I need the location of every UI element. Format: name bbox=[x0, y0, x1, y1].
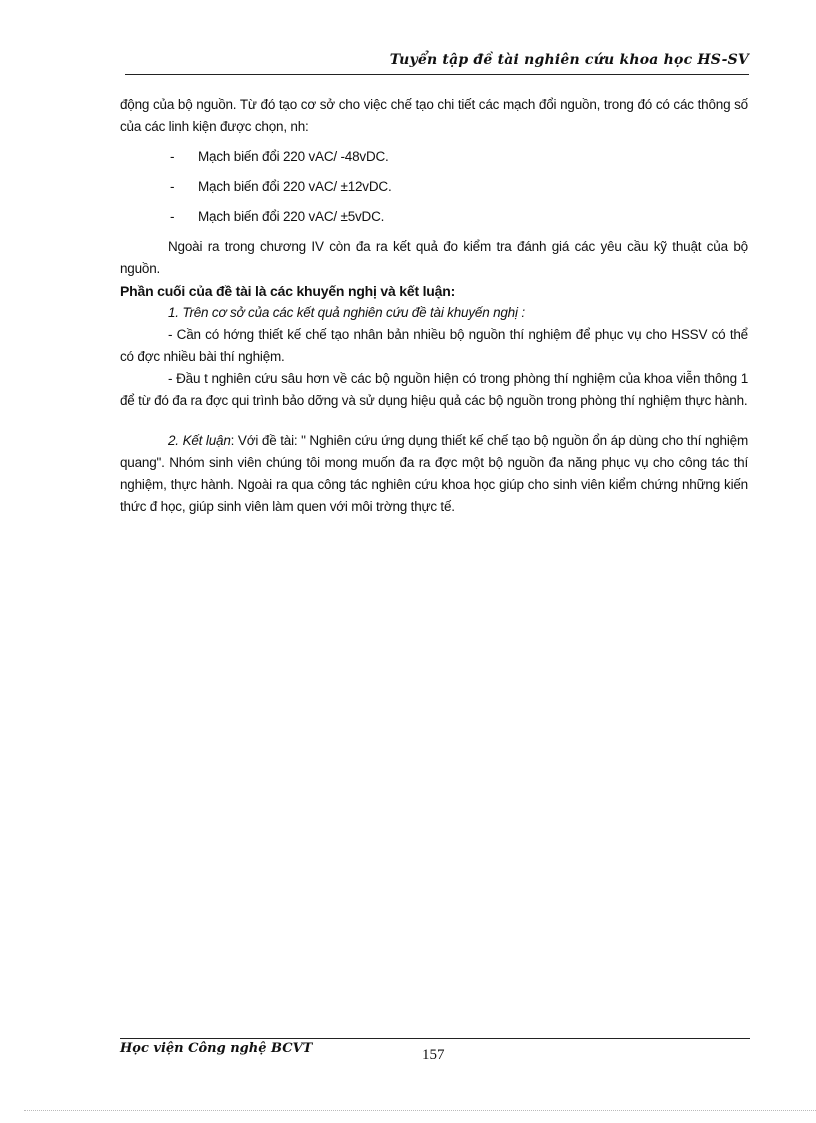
list-item bbox=[120, 206, 748, 228]
bullet-text: Mạch biến đổi 220 vAC/ ±12vDC. bbox=[198, 179, 392, 194]
page-header bbox=[125, 52, 749, 75]
page-number: 157 bbox=[422, 1047, 445, 1063]
list-item bbox=[120, 146, 748, 168]
recommendation-1: - Cần có hớng thiết kế chế tạo nhân bản nhiều bộ nguồn thí nghiệm để phục vụ cho HSSV có thể có đợc nhiều bài thí nghiệm. bbox=[120, 327, 748, 364]
bullet-marker: - bbox=[170, 179, 175, 194]
header-title: Tuyển tập đề tài nghiên cứu khoa học HS-SV bbox=[389, 52, 749, 68]
paragraph-conclusion bbox=[120, 430, 748, 518]
subheading-recommendations: 1. Trên cơ sở của các kết quả nghiên cứu đề tài khuyến nghị : bbox=[168, 305, 525, 320]
conclusion-label: 2. Kết luận bbox=[168, 433, 231, 448]
paragraph-chapter-four: Ngoài ra trong chương IV còn đa ra kết quả đo kiểm tra đánh giá các yêu cầu kỹ thuật của bộ nguồn. bbox=[120, 239, 748, 276]
conclusion-text: : Với đề tài: " Nghiên cứu ứng dụng thiết kế chế tạo bộ nguồn ổn áp dùng cho thí nghiệm quang". Nhóm sinh viên chúng tôi mong muốn đa ra đợc một bộ nguồn đa năng phục vụ cho công tác thí nghiệm, thực hành. Ngoài ra qua công tác nghiên cứu khoa học giúp cho sinh viên kiểm chứng những kiến thức đ học, giúp sinh viên làm quen với môi trờng thực tế. bbox=[120, 433, 748, 514]
footer-organization: Học viện Công nghệ BCVT bbox=[120, 1041, 313, 1056]
page-border-dotted bbox=[24, 1110, 816, 1111]
bullet-text: Mạch biến đổi 220 vAC/ -48vDC. bbox=[198, 149, 389, 164]
bullet-marker: - bbox=[170, 209, 175, 224]
recommendation-2: - Đầu t nghiên cứu sâu hơn về các bộ nguồn hiện có trong phòng thí nghiệm của khoa viễn thông 1 để từ đó đa ra đợc qui trình bảo dỡng và sử dụng hiệu quả các bộ nguồn trong phòng thí nghiệm thực hành. bbox=[120, 371, 748, 408]
bullet-marker: - bbox=[170, 149, 175, 164]
paragraph-intro: động của bộ nguồn. Từ đó tạo cơ sở cho việc chế tạo chi tiết các mạch đổi nguồn, trong đó có các thông số của các linh kiện được chọn, nh: bbox=[120, 97, 748, 134]
page-footer bbox=[120, 1038, 750, 1069]
list-item bbox=[120, 176, 748, 198]
bullet-text: Mạch biến đổi 220 vAC/ ±5vDC. bbox=[198, 209, 385, 224]
document-body bbox=[120, 94, 748, 518]
section-heading: Phần cuối của đề tài là các khuyến nghị và kết luận: bbox=[120, 283, 456, 299]
